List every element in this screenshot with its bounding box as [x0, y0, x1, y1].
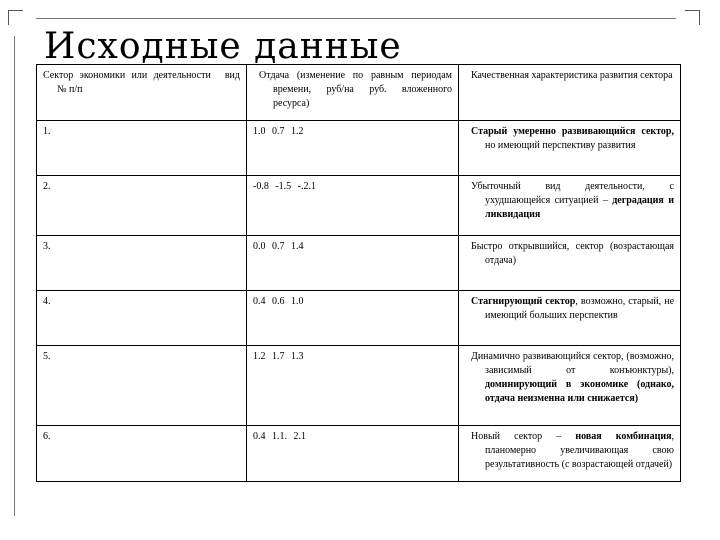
header-sector-text: Сектор экономики или деятельности № п/п: [43, 70, 211, 95]
header-quality-text: Качественная характеристика развития сектора: [471, 70, 673, 81]
row-description: [459, 291, 681, 346]
row-description: [459, 121, 681, 176]
header-quality-cell: [459, 65, 681, 121]
table-row: [37, 176, 681, 236]
desc-bold: Стагнирующий сектор: [471, 296, 576, 307]
desc-text: , возможно, старый, не имеющий больших перспектив: [485, 296, 675, 321]
data-table: [36, 64, 681, 482]
desc-text: Новый сектор –: [471, 431, 576, 442]
desc-bold: Старый умеренно развивающийся сектор,: [471, 126, 674, 137]
desc-text: Динамично развивающийся сектор, (возможно, зависимый от конъюнктуры),: [471, 351, 674, 376]
left-rule: [14, 36, 15, 516]
table-row: [37, 121, 681, 176]
desc-bold: новая комбинация: [575, 431, 672, 442]
row-values: 0.0 0.7 1.4: [247, 236, 459, 291]
row-values: 0.4 0.6 1.0: [247, 291, 459, 346]
row-number: 1.: [37, 121, 247, 176]
desc-text: но имеющий перспективу развития: [485, 140, 636, 151]
row-description: [459, 346, 681, 426]
row-number: 2.: [37, 176, 247, 236]
desc-bold: доминирующий в экономике (однако, отдача неизменна или снижается): [485, 379, 674, 404]
row-description: [459, 176, 681, 236]
corner-mark-left: [8, 10, 23, 25]
row-values: 0.4 1.1. 2.1: [247, 426, 459, 482]
table-row: [37, 236, 681, 291]
table-header-row: [37, 65, 681, 121]
row-values: 1.2 1.7 1.3: [247, 346, 459, 426]
row-values: 1.0 0.7 1.2: [247, 121, 459, 176]
desc-bold: деградация и ликвидация: [485, 195, 675, 220]
table-row: [37, 291, 681, 346]
desc-text: , планомерно увеличивающая свою результативность (с возрастающей отдачей): [485, 431, 674, 470]
top-rule: [36, 18, 676, 19]
table-row: [37, 346, 681, 426]
desc-text: Быстро открывшийся, сектор (возрастающая отдача): [471, 241, 674, 266]
header-return-text: Отдача (изменение по равным периодам времени, руб/на руб. вложенного ресурса): [259, 70, 452, 109]
row-number: 5.: [37, 346, 247, 426]
row-description: [459, 426, 681, 482]
row-number: 6.: [37, 426, 247, 482]
header-return-cell: [247, 65, 459, 121]
header-sector-cell: [37, 65, 247, 121]
row-number: 4.: [37, 291, 247, 346]
table-row: [37, 426, 681, 482]
header-vid-text: вид: [224, 70, 240, 81]
desc-text: Убыточный вид деятельности, с ухудшающейся ситуацией –: [471, 181, 674, 206]
row-description: [459, 236, 681, 291]
row-number: 3.: [37, 236, 247, 291]
corner-mark-right: [685, 10, 700, 25]
page-title: Исходные данные: [44, 26, 402, 67]
row-values: -0.8 -1.5 -.2.1: [247, 176, 459, 236]
